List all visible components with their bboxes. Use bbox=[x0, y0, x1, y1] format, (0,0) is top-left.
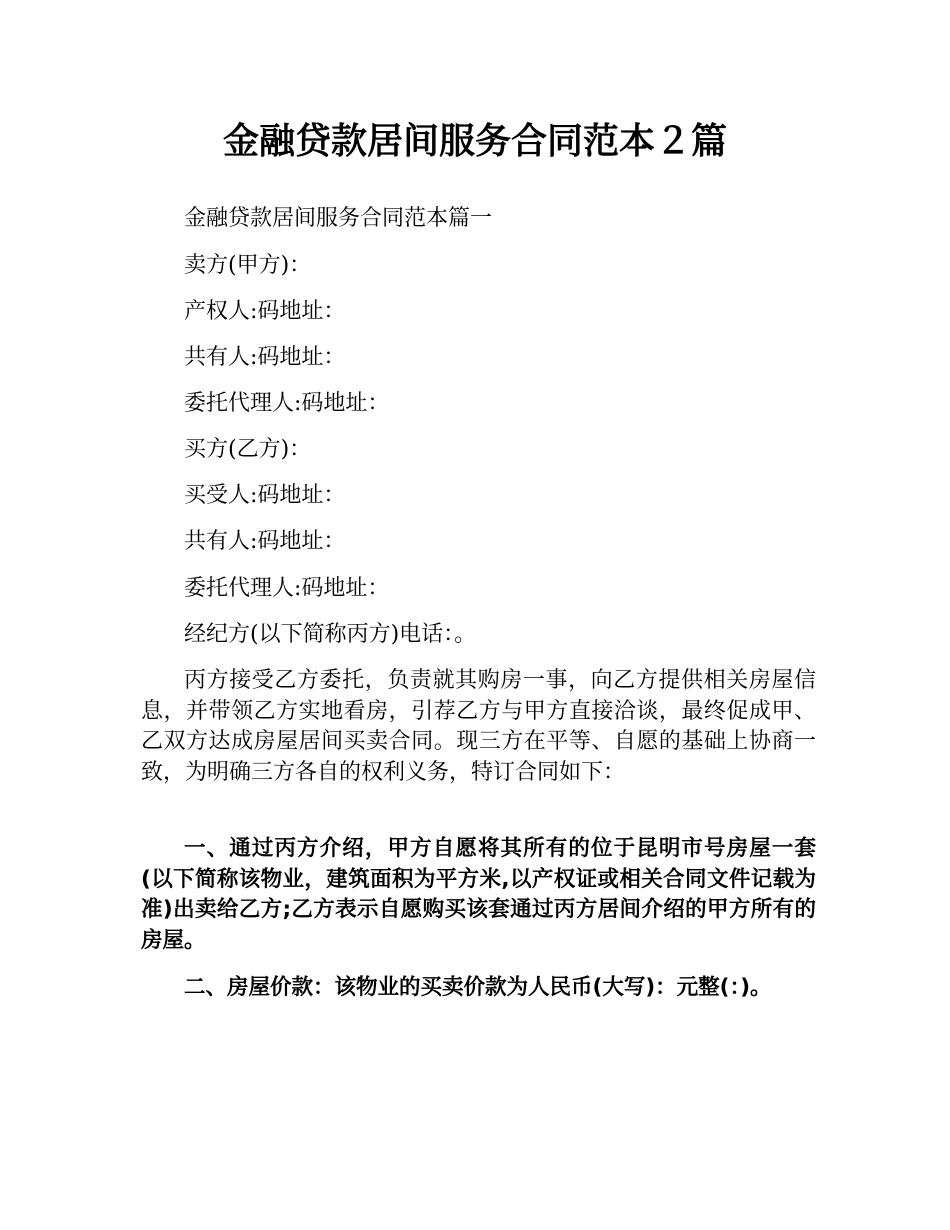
buyer-agent-line: 委托代理人:码地址： bbox=[184, 576, 390, 601]
seller-label: 卖方(甲方)： bbox=[184, 253, 312, 278]
broker-line: 经纪方(以下简称丙方)电话：。 bbox=[184, 622, 477, 647]
seller-co-owner-line: 共有人:码地址： bbox=[184, 345, 346, 370]
section-heading: 金融贷款居间服务合同范本篇一 bbox=[184, 206, 493, 231]
seller-agent-line: 委托代理人:码地址： bbox=[184, 391, 390, 416]
document-title: 金融贷款居间服务合同范本２篇 bbox=[222, 121, 727, 162]
intro-paragraph: 丙方接受乙方委托，负责就其购房一事，向乙方提供相关房屋信息，并带领乙方实地看房，引荐乙方与甲方直接洽谈，最终促成甲、乙双方达成房屋居间买卖合同。现三方在平等、自愿的基础上协商一致，为明确三方各自的权利义务，特订合同如下： bbox=[141, 668, 816, 785]
clause-two-paragraph: 二、房屋价款：该物业的买卖价款为人民币(大写)：元整(：)。 bbox=[184, 975, 772, 1000]
clause-one-paragraph: 一、通过丙方介绍，甲方自愿将其所有的位于昆明市号房屋一套(以下简称该物业，建筑面积为平方米,以产权证或相关合同文件记载为准)出卖给乙方;乙方表示自愿购买该套通过丙方居间介绍的甲方所有的房屋。 bbox=[141, 836, 816, 953]
buyer-co-owner-line: 共有人:码地址： bbox=[184, 529, 346, 554]
buyer-line: 买受人:码地址： bbox=[184, 483, 346, 508]
buyer-label: 买方(乙方)： bbox=[184, 437, 312, 462]
seller-owner-line: 产权人:码地址： bbox=[184, 299, 346, 324]
